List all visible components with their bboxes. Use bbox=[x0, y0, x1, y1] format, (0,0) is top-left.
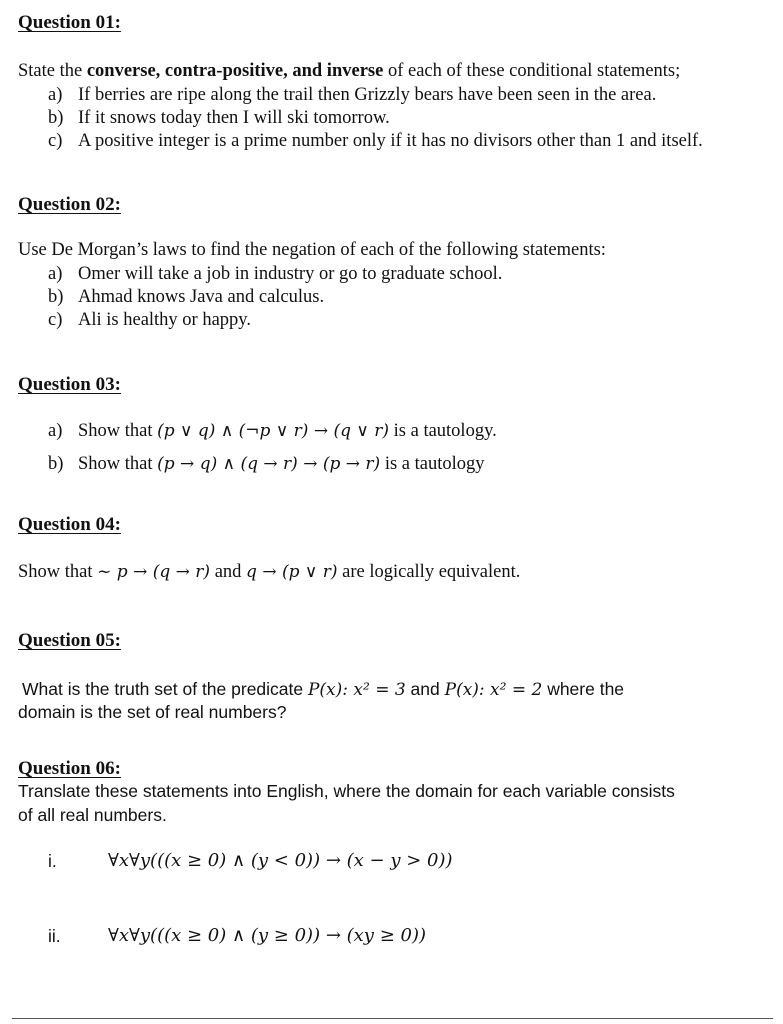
q5-line-1-post: where the bbox=[542, 679, 625, 699]
q6-item-i-label: i. bbox=[48, 851, 57, 871]
q1-intro-post: of each of these conditional statements; bbox=[383, 61, 681, 81]
q2-item-c-label: c) bbox=[48, 310, 63, 330]
q2-heading: Question 02: bbox=[18, 194, 121, 215]
q6-heading: Question 06: bbox=[18, 758, 121, 779]
q3-item-a bbox=[48, 421, 497, 442]
q4-pre: Show that bbox=[18, 562, 98, 582]
q1-item-a-text: If berries are ripe along the trail then Grizzly bears have been seen in the area. bbox=[78, 85, 657, 105]
q3-heading: Question 03: bbox=[18, 374, 121, 395]
q1-item-a-label: a) bbox=[48, 85, 63, 105]
q5-formula-1: P(x): x² = 3 bbox=[307, 680, 406, 700]
q4-heading: Question 04: bbox=[18, 514, 121, 535]
q3-item-a-label: a) bbox=[48, 421, 63, 441]
q1-intro-bold: converse, contra-positive, and inverse bbox=[86, 61, 384, 81]
q6-line-1: Translate these statements into English, where the domain for each variable consists bbox=[18, 781, 675, 801]
q3-item-b-pre: Show that bbox=[78, 454, 158, 474]
q3-item-a-post: is a tautology. bbox=[389, 421, 497, 441]
q4-formula-1: ~ p → (q → r) bbox=[97, 562, 211, 582]
q5-line-1-mid: and bbox=[405, 679, 445, 699]
q3-item-a-pre: Show that bbox=[78, 421, 158, 441]
q2-item-c-text: Ali is healthy or happy. bbox=[78, 310, 251, 330]
q3-item-b-label: b) bbox=[48, 454, 64, 474]
q1-item-a bbox=[48, 85, 656, 106]
q4-statement bbox=[18, 562, 520, 583]
q5-line-2: domain is the set of real numbers? bbox=[18, 702, 287, 722]
q4-post: are logically equivalent. bbox=[337, 562, 521, 582]
q1-heading: Question 01: bbox=[18, 12, 121, 33]
q2-item-b bbox=[48, 287, 324, 308]
q2-item-a-label: a) bbox=[48, 264, 63, 284]
q3-item-b-post: is a tautology bbox=[380, 454, 485, 474]
q6-item-i-formula: ∀x∀y(((x ≥ 0) ∧ (y < 0)) → (x − y > 0)) bbox=[108, 850, 453, 871]
q4-formula-2: q → (p ∨ r) bbox=[246, 562, 338, 582]
q1-item-c-label: c) bbox=[48, 131, 63, 151]
q3-item-a-formula: (p ∨ q) ∧ (¬p ∨ r) → (q ∨ r) bbox=[157, 421, 390, 441]
q3-item-b-formula: (p → q) ∧ (q → r) → (p → r) bbox=[157, 454, 381, 474]
q2-item-b-label: b) bbox=[48, 287, 64, 307]
q2-item-a-text: Omer will take a job in industry or go to graduate school. bbox=[78, 264, 503, 284]
q1-item-b-text: If it snows today then I will ski tomorrow. bbox=[78, 108, 390, 128]
q1-item-c-text: A positive integer is a prime number only if it has no divisors other than 1 and itself. bbox=[78, 131, 703, 151]
q2-intro: Use De Morgan’s laws to find the negation of each of the following statements: bbox=[18, 240, 606, 260]
q4-mid: and bbox=[210, 562, 247, 582]
q5-line-1 bbox=[22, 679, 624, 700]
q5-heading: Question 05: bbox=[18, 630, 121, 651]
q1-item-c bbox=[48, 131, 703, 152]
q2-item-c bbox=[48, 310, 251, 331]
bottom-divider bbox=[12, 1018, 773, 1019]
q6-item-ii-formula: ∀x∀y(((x ≥ 0) ∧ (y ≥ 0)) → (xy ≥ 0)) bbox=[108, 925, 426, 946]
q1-intro bbox=[18, 61, 680, 82]
q2-item-a bbox=[48, 264, 502, 285]
q1-intro-pre: State the bbox=[18, 61, 87, 81]
q6-item-ii-label: ii. bbox=[48, 926, 61, 946]
q1-item-b-label: b) bbox=[48, 108, 64, 128]
q2-item-b-text: Ahmad knows Java and calculus. bbox=[78, 287, 325, 307]
q6-line-2: of all real numbers. bbox=[18, 805, 167, 825]
q5-line-1-pre: What is the truth set of the predicate bbox=[22, 679, 308, 699]
q3-item-b bbox=[48, 454, 485, 475]
q1-item-b bbox=[48, 108, 390, 129]
q5-formula-2: P(x): x² = 2 bbox=[444, 680, 543, 700]
